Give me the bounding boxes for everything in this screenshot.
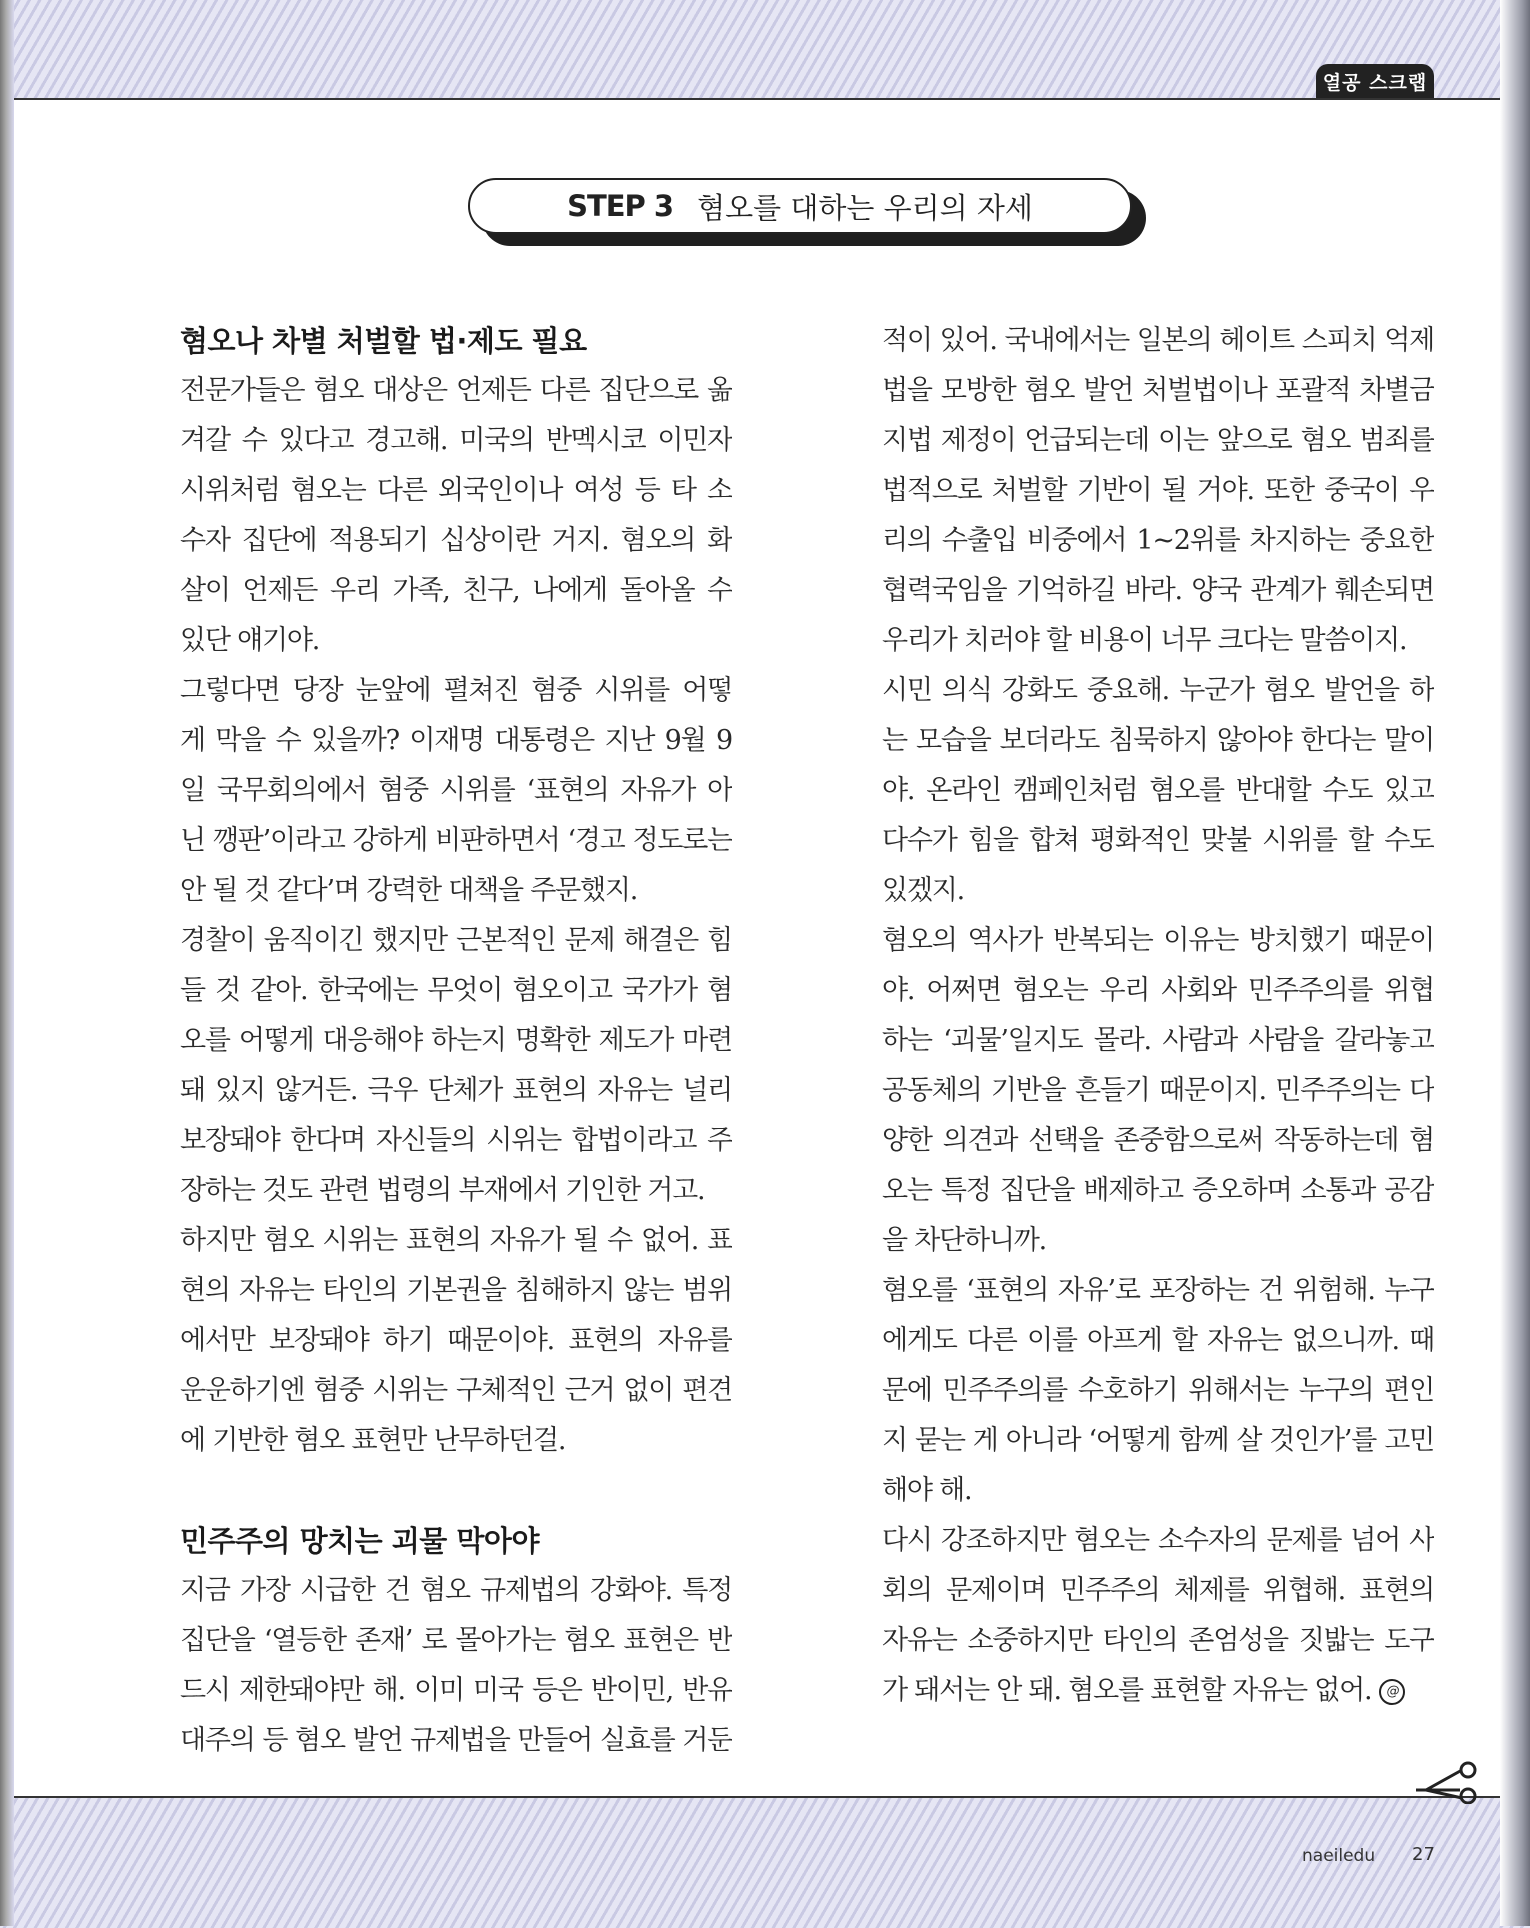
text-line: 혐오를 ‘표현의 자유’로 포장하는 건 위험해. 누구 [882,1275,1434,1306]
left-column [180,316,732,1766]
paragraph-block-2 [180,1566,732,1766]
bottom-stripe-band [0,1796,1530,1928]
text-line: 에 기반한 혐오 표현만 난무하던걸. [180,1425,566,1456]
text-line: 그렇다면 당장 눈앞에 펼쳐진 혐중 시위를 어떻 [180,675,732,706]
text-line: 닌 깽판’이라고 강하게 비판하면서 ‘경고 정도로는 [180,825,732,856]
text-line: 전문가들은 혐오 대상은 언제든 다른 집단으로 옮 [180,375,732,406]
text-line: 우리가 치러야 할 비용이 너무 크다는 말씀이지. [882,625,1407,656]
text-line: 공동체의 기반을 흔들기 때문이지. 민주주의는 다 [882,1075,1434,1106]
text-line: 에서만 보장돼야 하기 때문이야. 표현의 자유를 [180,1325,732,1356]
text-line: 자유는 소중하지만 타인의 존엄성을 짓밟는 도구 [882,1625,1434,1656]
text-line: 일 국무회의에서 혐중 시위를 ‘표현의 자유가 아 [180,775,732,806]
page-edge-shadow [1500,0,1530,1926]
text-line: 법을 모방한 혐오 발언 처벌법이나 포괄적 차별금 [882,375,1434,406]
text-line: 운운하기엔 혐중 시위는 구체적인 근거 없이 편견 [180,1375,732,1406]
text-line: 지금 가장 시급한 건 혐오 규제법의 강화야. 특정 [180,1575,732,1606]
text-line: 겨갈 수 있다고 경고해. 미국의 반멕시코 이민자 [180,425,732,456]
text-line: 있단 얘기야. [180,625,320,656]
text-line: 시민 의식 강화도 중요해. 누군가 혐오 발언을 하 [882,675,1434,706]
end-mark-icon: @ [1379,1679,1405,1705]
text-line: 협력국임을 기억하길 바라. 양국 관계가 훼손되면 [882,575,1434,606]
section-tab: 열공 스크랩 [1316,64,1434,98]
text-line: 문에 민주주의를 수호하기 위해서는 누구의 편인 [882,1375,1434,1406]
text-line: 경찰이 움직이긴 했지만 근본적인 문제 해결은 힘 [180,925,732,956]
footer-brand: naeiledu [1302,1846,1376,1866]
text-line: 법적으로 처벌할 기반이 될 거야. 또한 중국이 우 [882,475,1434,506]
paragraph-gap [180,1466,732,1516]
text-line: 양한 의견과 선택을 존중함으로써 작동하는데 혐 [882,1125,1434,1156]
text-line: 대주의 등 혐오 발언 규제법을 만들어 실효를 거둔 [180,1725,732,1756]
text-line: 시위처럼 혐오는 다른 외국인이나 여성 등 타 소 [180,475,732,506]
section-heading: 혐오나 차별 처벌할 법·제도 필요 [180,324,587,358]
last-text-line [882,1666,1434,1716]
paragraph-block-1 [180,366,732,1466]
text-line: 다수가 힘을 합쳐 평화적인 맞불 시위를 할 수도 [882,825,1434,856]
page-spine-shadow [0,0,14,1926]
text-line: 게 막을 수 있을까? 이재명 대통령은 지난 9월 9 [180,725,732,756]
text-line: 회의 문제이며 민주주의 체제를 위협해. 표현의 [882,1575,1434,1606]
text-line: 하지만 혐오 시위는 표현의 자유가 될 수 없어. 표 [180,1225,732,1256]
text-line: 드시 제한돼야만 해. 이미 미국 등은 반이민, 반유 [180,1675,732,1706]
text-line: 오는 특정 집단을 배제하고 증오하며 소통과 공감 [882,1175,1434,1206]
text-line: 있겠지. [882,875,965,906]
text-line: 해야 해. [882,1475,972,1506]
text-line: 에게도 다른 이를 아프게 할 자유는 없으니까. 때 [882,1325,1434,1356]
step-title: 혐오를 대하는 우리의 자세 [697,190,1033,225]
step-banner [468,178,1132,234]
text-line: 들 것 같아. 한국에는 무엇이 혐오이고 국가가 혐 [180,975,732,1006]
text-line: 혐오의 역사가 반복되는 이유는 방치했기 때문이 [882,925,1434,956]
text-line: 돼 있지 않거든. 극우 단체가 표현의 자유는 널리 [180,1075,732,1106]
right-column [882,316,1434,1716]
text-line: 오를 어떻게 대응해야 하는지 명확한 제도가 마련 [180,1025,732,1056]
section-heading: 민주주의 망치는 괴물 막아야 [180,1524,539,1558]
text-line: 지 묻는 게 아니라 ‘어떻게 함께 살 것인가’를 고민 [882,1425,1434,1456]
text-line: 야. 온라인 캠페인처럼 혐오를 반대할 수도 있고 [882,775,1434,806]
text-line: 다시 강조하지만 혐오는 소수자의 문제를 넘어 사 [882,1525,1434,1556]
text-line: 보장돼야 한다며 자신들의 시위는 합법이라고 주 [180,1125,732,1156]
text-line: 야. 어쩌면 혐오는 우리 사회와 민주주의를 위협 [882,975,1434,1006]
text-line: 리의 수출입 비중에서 1~2위를 차지하는 중요한 [882,525,1434,556]
text-line: 는 모습을 보더라도 침묵하지 않아야 한다는 말이 [882,725,1434,756]
top-stripe-band [0,0,1530,100]
step-label: STEP 3 [567,189,674,223]
text-line: 지법 제정이 언급되는데 이는 앞으로 혐오 범죄를 [882,425,1434,456]
scissors-icon [1416,1760,1480,1804]
text-line: 장하는 것도 관련 법령의 부재에서 기인한 거고. [180,1175,705,1206]
text-line: 살이 언제든 우리 가족, 친구, 나에게 돌아올 수 [180,575,732,606]
text-line: 적이 있어. 국내에서는 일본의 헤이트 스피치 억제 [882,325,1434,356]
text-line: 을 차단하니까. [882,1225,1047,1256]
text-line: 가 돼서는 안 돼. 혐오를 표현할 자유는 없어. [882,1675,1372,1706]
text-line: 현의 자유는 타인의 기본권을 침해하지 않는 범위 [180,1275,732,1306]
page-number: 27 [1412,1844,1435,1865]
text-line: 안 될 것 같다’며 강력한 대책을 주문했지. [180,875,638,906]
text-line: 집단을 ‘열등한 존재’ 로 몰아가는 혐오 표현은 반 [180,1625,732,1656]
text-line: 하는 ‘괴물’일지도 몰라. 사람과 사람을 갈라놓고 [882,1025,1434,1056]
text-line: 수자 집단에 적용되기 십상이란 거지. 혐오의 화 [180,525,732,556]
